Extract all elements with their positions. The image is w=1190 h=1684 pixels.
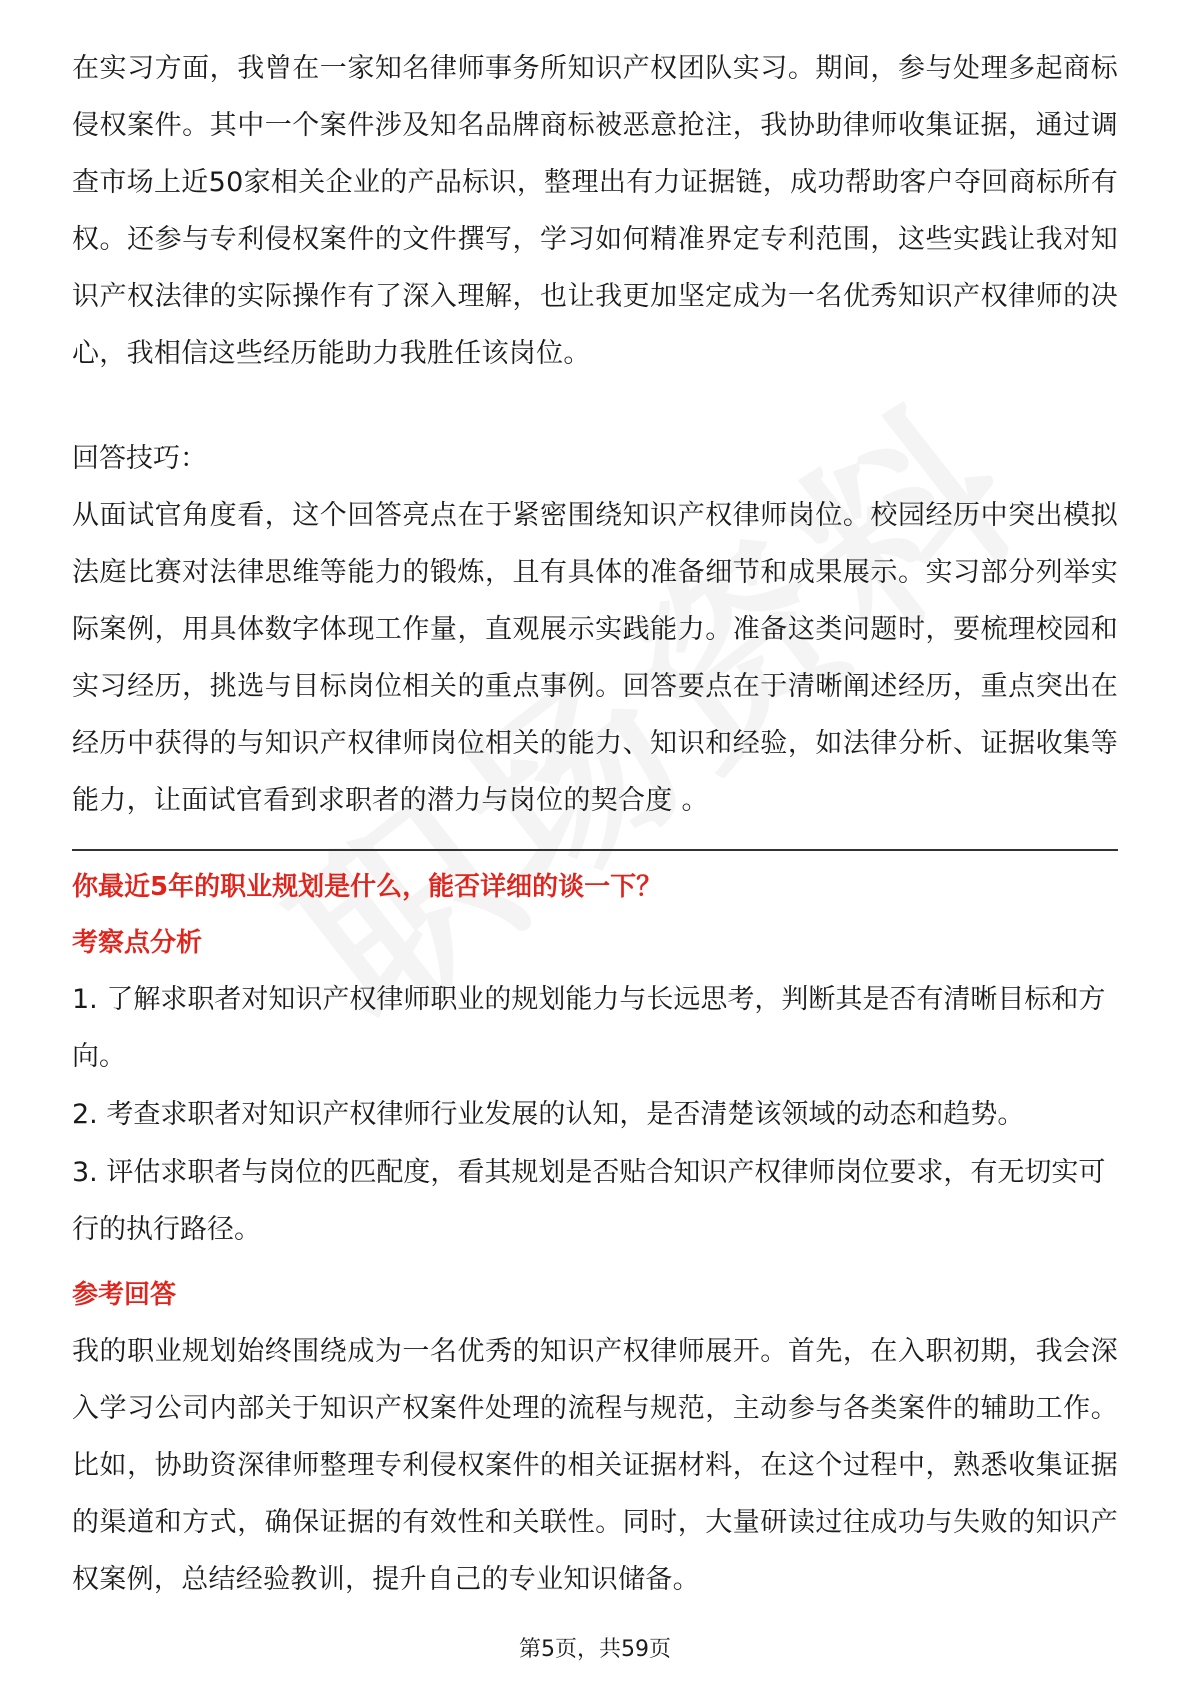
question-title: 你最近5年的职业规划是什么，能否详细的谈一下？ <box>72 872 663 902</box>
answer-paragraph: 我的职业规划始终围绕成为一名优秀的知识产权律师展开。首先，在入职初期，我会深入学习公司内部关于知识产权案件处理的流程与规范，主动参与各类案件的辅助工作。比如，协助资深律师整理专利侵权案件的相关证据材料，在这个过程中，熟悉收集证据的渠道和方式，确保证据的有效性和关联性。同时，大量研读过往成功与失败的知识产权案例，总结经验教训，提升自己的专业知识储备。 <box>72 1336 1118 1595</box>
analysis-item-1: 1. 了解求职者对知识产权律师职业的规划能力与长远思考，判断其是否有清晰目标和方向。 <box>72 984 1106 1072</box>
analysis-item-3: 3. 评估求职者与岗位的匹配度，看其规划是否贴合知识产权律师岗位要求，有无切实可行的执行路径。 <box>72 1157 1106 1245</box>
spacer <box>72 382 1118 430</box>
section-divider <box>72 849 1118 851</box>
document-page <box>72 40 1118 1608</box>
intro-paragraph: 在实习方面，我曾在一家知名律师事务所知识产权团队实习。期间，参与处理多起商标侵权案件。其中一个案件涉及知名品牌商标被恶意抢注，我协助律师收集证据，通过调查市场上近50家相关企业的产品标识，整理出有力证据链，成功帮助客户夺回商标所有权。还参与专利侵权案件的文件撰写，学习如何精准界定专利范围，这些实践让我对知识产权法律的实际操作有了深入理解，也让我更加坚定成为一名优秀知识产权律师的决心，我相信这些经历能助力我胜任该岗位。 <box>72 53 1118 369</box>
tips-label: 回答技巧： <box>72 443 207 474</box>
analysis-item-2: 2. 考查求职者对知识产权律师行业发展的认知，是否清楚该领域的动态和趋势。 <box>72 1099 1025 1130</box>
analysis-title: 考察点分析 <box>72 928 203 958</box>
spacer <box>72 1259 1118 1267</box>
tips-paragraph: 从面试官角度看，这个回答亮点在于紧密围绕知识产权律师岗位。校园经历中突出模拟法庭比赛对法律思维等能力的锻炼，且有具体的准备细节和成果展示。实习部分列举实际案例，用具体数字体现工作量，直观展示实践能力。准备这类问题时，要梳理校园和实习经历，挑选与目标岗位相关的重点事例。回答要点在于清晰阐述经历，重点突出在经历中获得的与知识产权律师岗位相关的能力、知识和经验，如法律分析、证据收集等能力，让面试官看到求职者的潜力与岗位的契合度 。 <box>72 500 1118 816</box>
page-number-footer: 第5页，共59页 <box>519 1637 671 1662</box>
answer-title: 参考回答 <box>72 1280 177 1310</box>
